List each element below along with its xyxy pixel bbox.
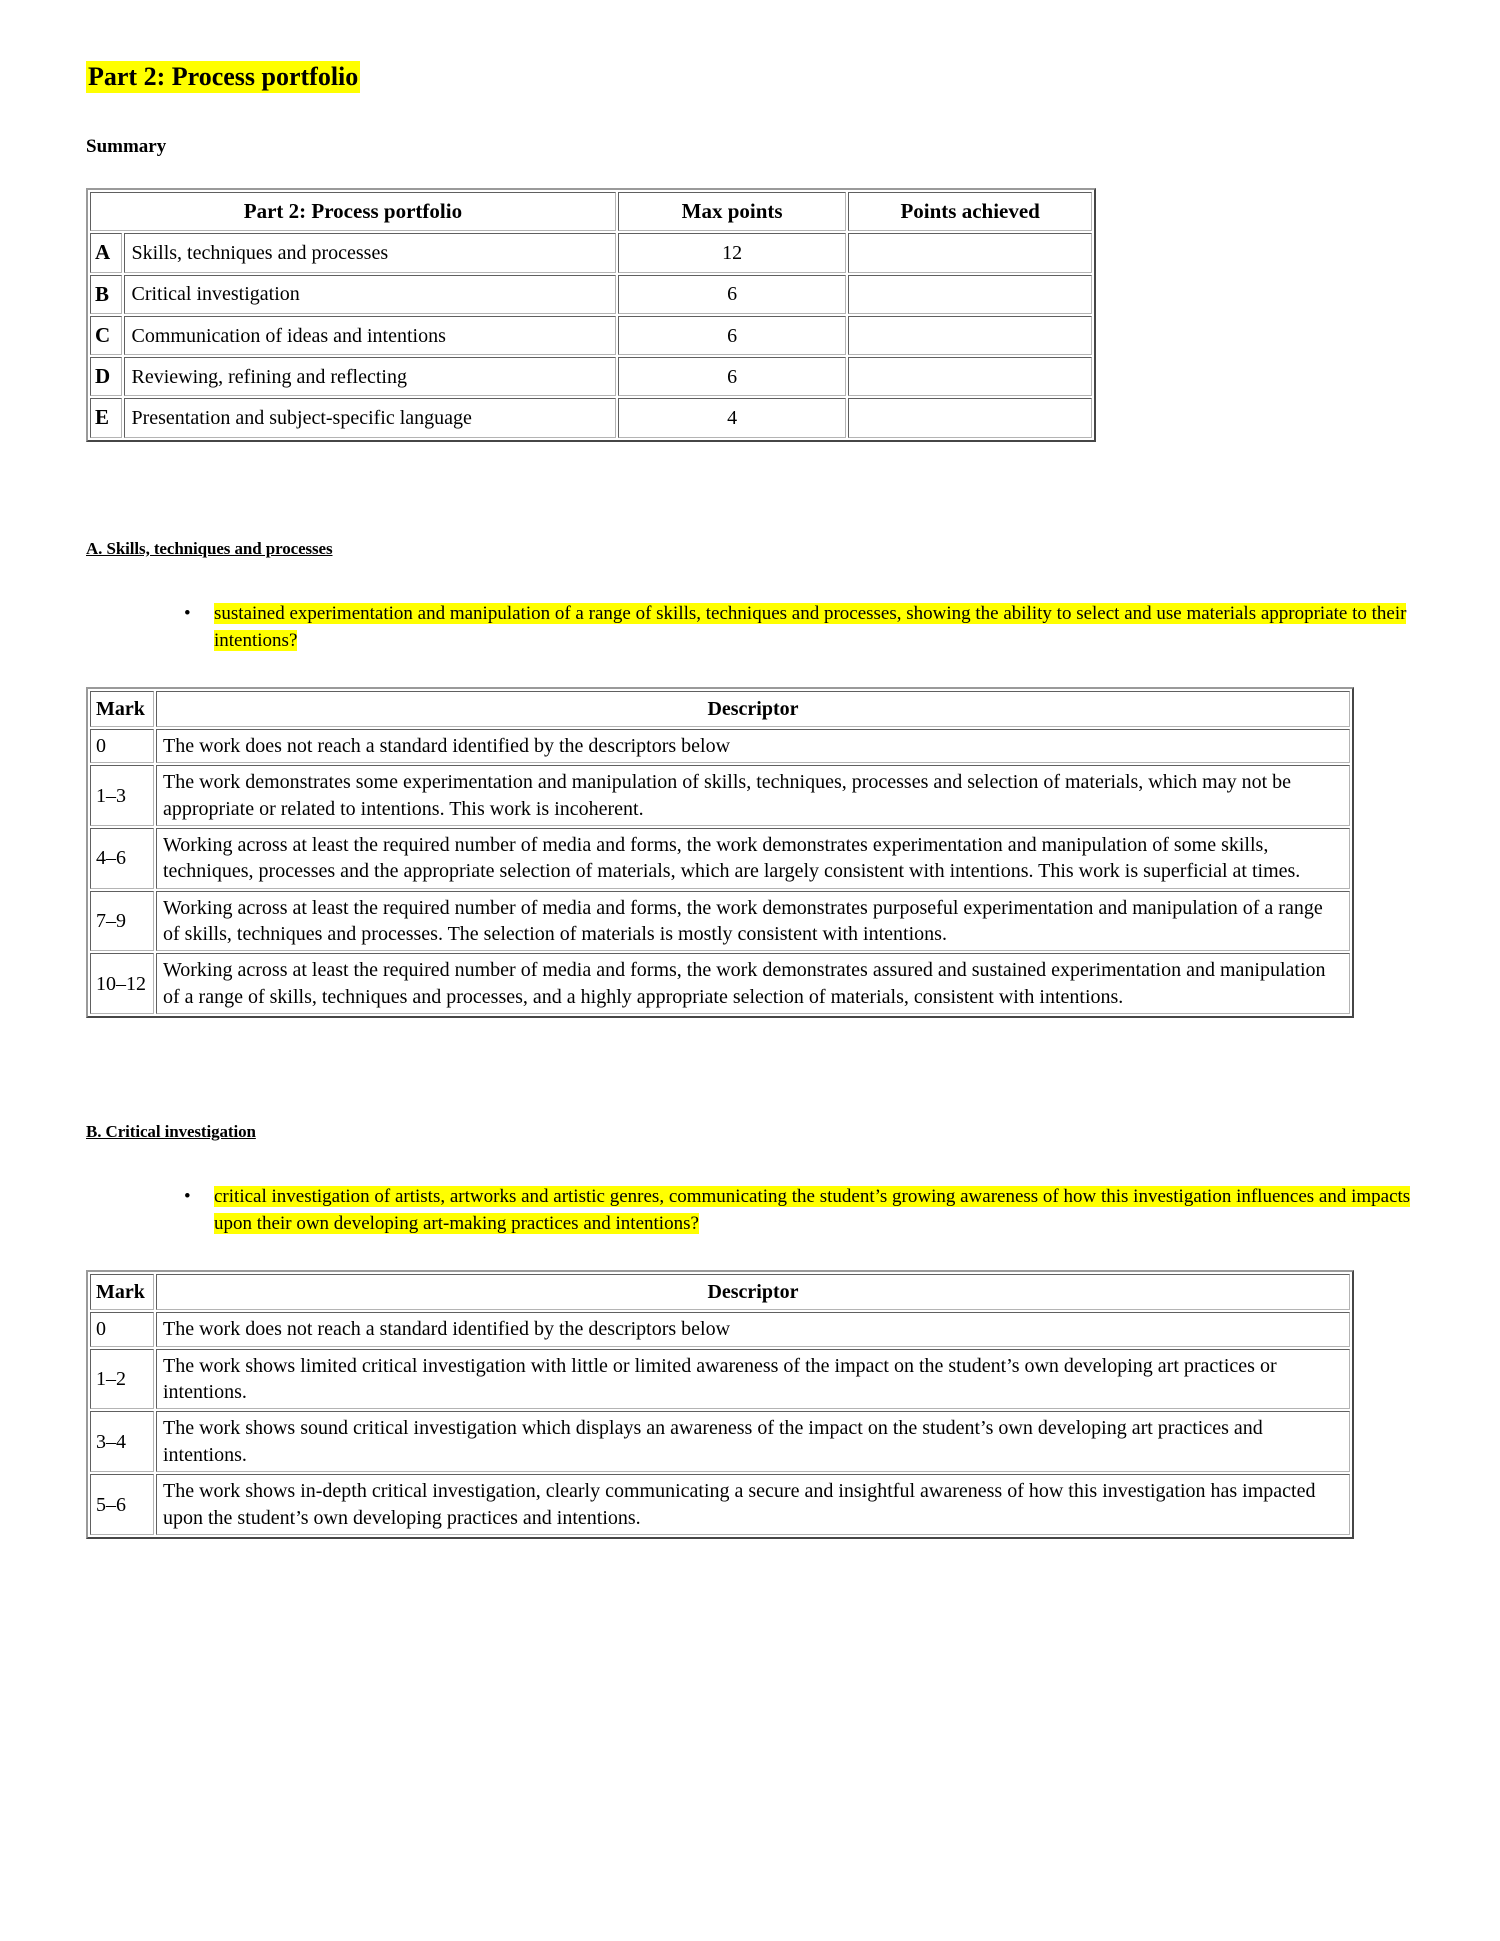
list-item: [184, 1184, 1414, 1238]
criterion-letter: D: [90, 357, 122, 396]
criterion-letter: B: [90, 275, 122, 314]
criterion-max-points: 6: [618, 357, 846, 396]
descriptor-header-row: [90, 1274, 1350, 1310]
spacer: [86, 1018, 1414, 1122]
bullet-text: critical investigation of artists, artworks and artistic genres, communicating the student’s growing awareness of how this investigation influences and impacts upon their own developing art-making practices and intentions?: [214, 1186, 1411, 1235]
criterion-letter: E: [90, 398, 122, 437]
table-row: [90, 828, 1350, 889]
table-row: [90, 891, 1350, 952]
descriptor-header-mark: Mark: [90, 691, 154, 727]
criterion-points-achieved[interactable]: [848, 357, 1092, 396]
mark-descriptor: The work shows sound critical investigation which displays an awareness of the impact on the student’s own developing art practices and intentions.: [156, 1411, 1350, 1472]
bullet-text: sustained experimentation and manipulation of a range of skills, techniques and processes, showing the ability to select and use materials appropriate to their intentions?: [214, 602, 1407, 651]
table-row: [90, 953, 1350, 1014]
spacer: [86, 1142, 1414, 1184]
mark-band: 7–9: [90, 891, 154, 952]
criteria-bullet-list-a: [86, 601, 1414, 655]
criterion-name: Skills, techniques and processes: [124, 233, 615, 272]
criterion-name: Reviewing, refining and reflecting: [124, 357, 615, 396]
summary-header-points-achieved: Points achieved: [848, 192, 1092, 231]
page-title: [86, 62, 1414, 92]
descriptor-header-mark: Mark: [90, 1274, 154, 1310]
table-row: [90, 357, 1092, 396]
criterion-max-points: 6: [618, 275, 846, 314]
table-row: [90, 1411, 1350, 1472]
mark-band: 1–3: [90, 765, 154, 826]
descriptor-table-a: [86, 687, 1354, 1019]
criterion-name: Critical investigation: [124, 275, 615, 314]
summary-header-criteria: Part 2: Process portfolio: [90, 192, 616, 231]
mark-descriptor: The work does not reach a standard identified by the descriptors below: [156, 729, 1350, 763]
table-row: [90, 1474, 1350, 1535]
criterion-letter: C: [90, 316, 122, 355]
criterion-name: Presentation and subject-specific language: [124, 398, 615, 437]
spacer: [86, 442, 1414, 539]
table-row: [90, 1349, 1350, 1410]
section-heading-b: B. Critical investigation: [86, 1122, 256, 1142]
criterion-points-achieved[interactable]: [848, 233, 1092, 272]
criterion-name: Communication of ideas and intentions: [124, 316, 615, 355]
mark-descriptor: Working across at least the required number of media and forms, the work demonstrates experimentation and manipulation of some skills, techniques, processes and the appropriate selection of materials, which are largely consistent with intentions. This work is superficial at times.: [156, 828, 1350, 889]
mark-band: 0: [90, 729, 154, 763]
mark-descriptor: The work shows in-depth critical investigation, clearly communicating a secure and insightful awareness of how this investigation has impacted upon the student’s own developing practices and intentions.: [156, 1474, 1350, 1535]
mark-band: 0: [90, 1312, 154, 1346]
mark-band: 3–4: [90, 1411, 154, 1472]
section-heading-a: A. Skills, techniques and processes: [86, 538, 333, 558]
table-row: [90, 1312, 1350, 1346]
mark-band: 5–6: [90, 1474, 154, 1535]
page-title-highlight: Part 2: Process portfolio: [88, 62, 359, 91]
table-row: [90, 233, 1092, 272]
criteria-bullet-list-b: [86, 1184, 1414, 1238]
descriptor-header-descriptor: Descriptor: [156, 1274, 1350, 1310]
descriptor-header-descriptor: Descriptor: [156, 691, 1350, 727]
list-item: [184, 601, 1414, 655]
table-row: [90, 316, 1092, 355]
table-row: [90, 398, 1092, 437]
mark-descriptor: Working across at least the required number of media and forms, the work demonstrates assured and sustained experimentation and manipulation of a range of skills, techniques and processes, and a highly appropriate selection of materials, consistent with intentions.: [156, 953, 1350, 1014]
descriptor-header-row: [90, 691, 1350, 727]
summary-header-max-points: Max points: [618, 192, 846, 231]
summary-header-row: [90, 192, 1092, 231]
mark-descriptor: The work demonstrates some experimentation and manipulation of skills, techniques, processes and selection of materials, which may not be appropriate or related to intentions. This work is incoherent.: [156, 765, 1350, 826]
criterion-max-points: 6: [618, 316, 846, 355]
spacer: [86, 1238, 1414, 1270]
summary-table: [86, 188, 1096, 442]
mark-band: 1–2: [90, 1349, 154, 1410]
table-row: [90, 729, 1350, 763]
summary-label: Summary: [86, 136, 167, 157]
mark-descriptor: Working across at least the required number of media and forms, the work demonstrates purposeful experimentation and manipulation of a range of skills, techniques and processes. The selection of materials is mostly consistent with intentions.: [156, 891, 1350, 952]
criterion-letter: A: [90, 233, 122, 272]
table-row: [90, 765, 1350, 826]
spacer: [86, 655, 1414, 687]
table-row: [90, 275, 1092, 314]
mark-descriptor: The work does not reach a standard identified by the descriptors below: [156, 1312, 1350, 1346]
bullet-icon: •: [184, 1186, 191, 1208]
mark-band: 4–6: [90, 828, 154, 889]
bullet-icon: •: [184, 602, 191, 624]
criterion-points-achieved[interactable]: [848, 398, 1092, 437]
criterion-max-points: 4: [618, 398, 846, 437]
mark-descriptor: The work shows limited critical investigation with little or limited awareness of the impact on the student’s own developing art practices or intentions.: [156, 1349, 1350, 1410]
criterion-points-achieved[interactable]: [848, 316, 1092, 355]
criterion-points-achieved[interactable]: [848, 275, 1092, 314]
mark-band: 10–12: [90, 953, 154, 1014]
spacer: [86, 559, 1414, 601]
criterion-max-points: 12: [618, 233, 846, 272]
descriptor-table-b: [86, 1270, 1354, 1539]
